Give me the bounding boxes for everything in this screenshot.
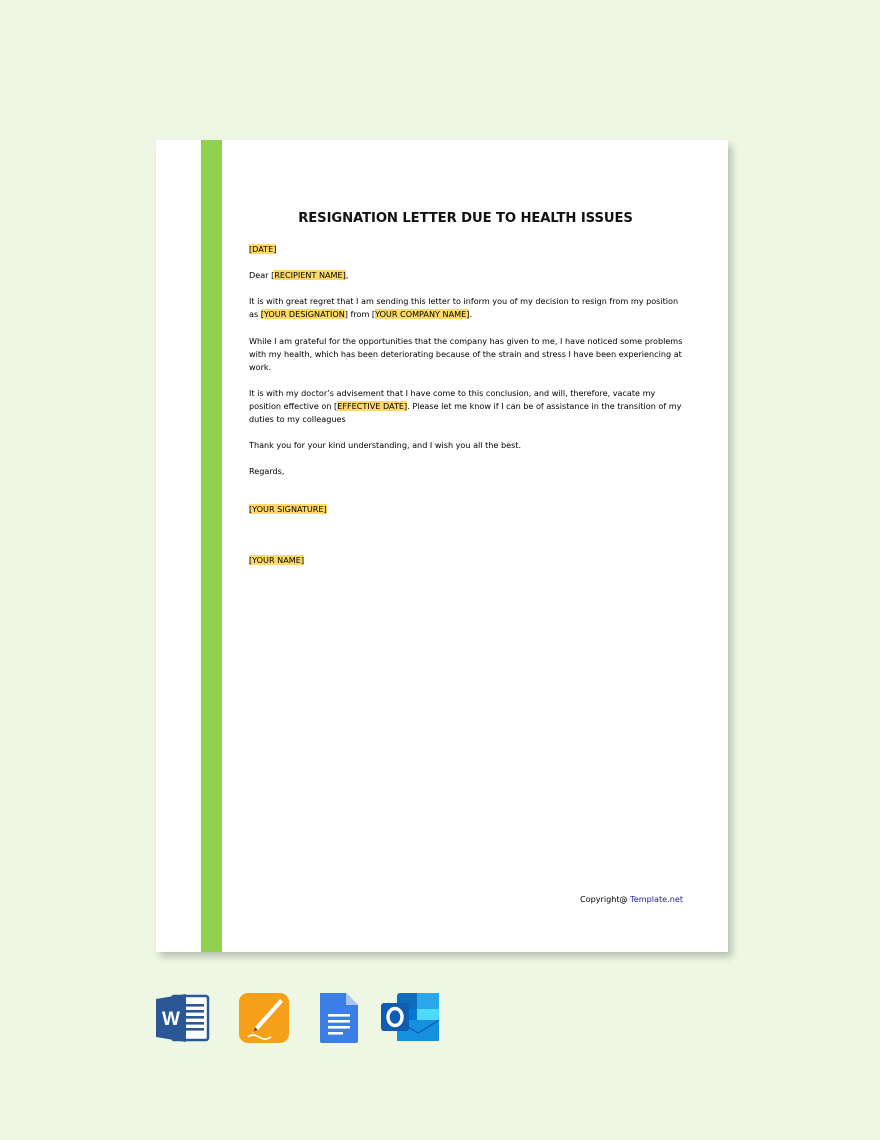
paragraph-3-end: . Please let me know if I can be of assistance in the transition of my duties to my colleagues xyxy=(249,400,682,424)
salutation-prefix: Dear [ xyxy=(249,270,275,280)
company-placeholder: YOUR COMPANY NAME] xyxy=(375,308,470,319)
date-placeholder: [DATE] xyxy=(249,244,277,254)
document-page xyxy=(156,140,728,952)
paragraph-2: While I am grateful for the opportunities that the company has given to me, I have noticed some problems with my health, which has been deteriorating because of the strain and stress I have been experiencing at work. xyxy=(249,336,683,372)
date-line xyxy=(249,243,689,256)
paragraph-4: Thank you for your kind understanding, and I wish you all the best. xyxy=(249,440,522,450)
copyright-notice xyxy=(580,894,683,904)
signature-placeholder: [YOUR SIGNATURE] xyxy=(249,504,327,514)
closing: Regards, xyxy=(249,466,285,476)
name-placeholder: [YOUR NAME] xyxy=(249,555,304,565)
recipient-placeholder: RECIPIENT NAME] xyxy=(274,270,346,280)
copyright-label: Copyright@ xyxy=(579,894,631,904)
microsoft-word-icon[interactable] xyxy=(156,992,210,1044)
paragraph-1-end: . xyxy=(469,308,472,319)
effective-date-placeholder: EFFECTIVE DATE] xyxy=(337,400,408,411)
paragraph-3 xyxy=(249,387,689,425)
google-docs-icon[interactable] xyxy=(318,992,360,1044)
copyright-link[interactable]: Template.net xyxy=(630,894,683,904)
paragraph-3-text: It is with my doctor’s advisement that I have come to this conclusion, and will, therefore, vacate my position effective on [ xyxy=(249,388,656,411)
signature-line xyxy=(249,503,689,516)
salutation-suffix: , xyxy=(345,270,349,280)
designation-placeholder: [YOUR DESIGNATION xyxy=(260,308,345,319)
salutation xyxy=(249,269,689,282)
paragraph-1-mid: ] from [ xyxy=(344,308,376,319)
app-icon-row xyxy=(0,992,880,1044)
paragraph-1-text: It is with great regret that I am sending this letter to inform you of my decision to resign from my position as xyxy=(249,296,679,319)
accent-stripe xyxy=(201,140,222,952)
microsoft-outlook-icon[interactable] xyxy=(379,992,441,1044)
apple-pages-icon[interactable] xyxy=(239,992,291,1044)
paragraph-1 xyxy=(249,295,689,321)
svg-text:W: W xyxy=(162,1009,180,1030)
name-line xyxy=(249,554,689,567)
letter-title: RESIGNATION LETTER DUE TO HEALTH ISSUES xyxy=(298,211,633,226)
